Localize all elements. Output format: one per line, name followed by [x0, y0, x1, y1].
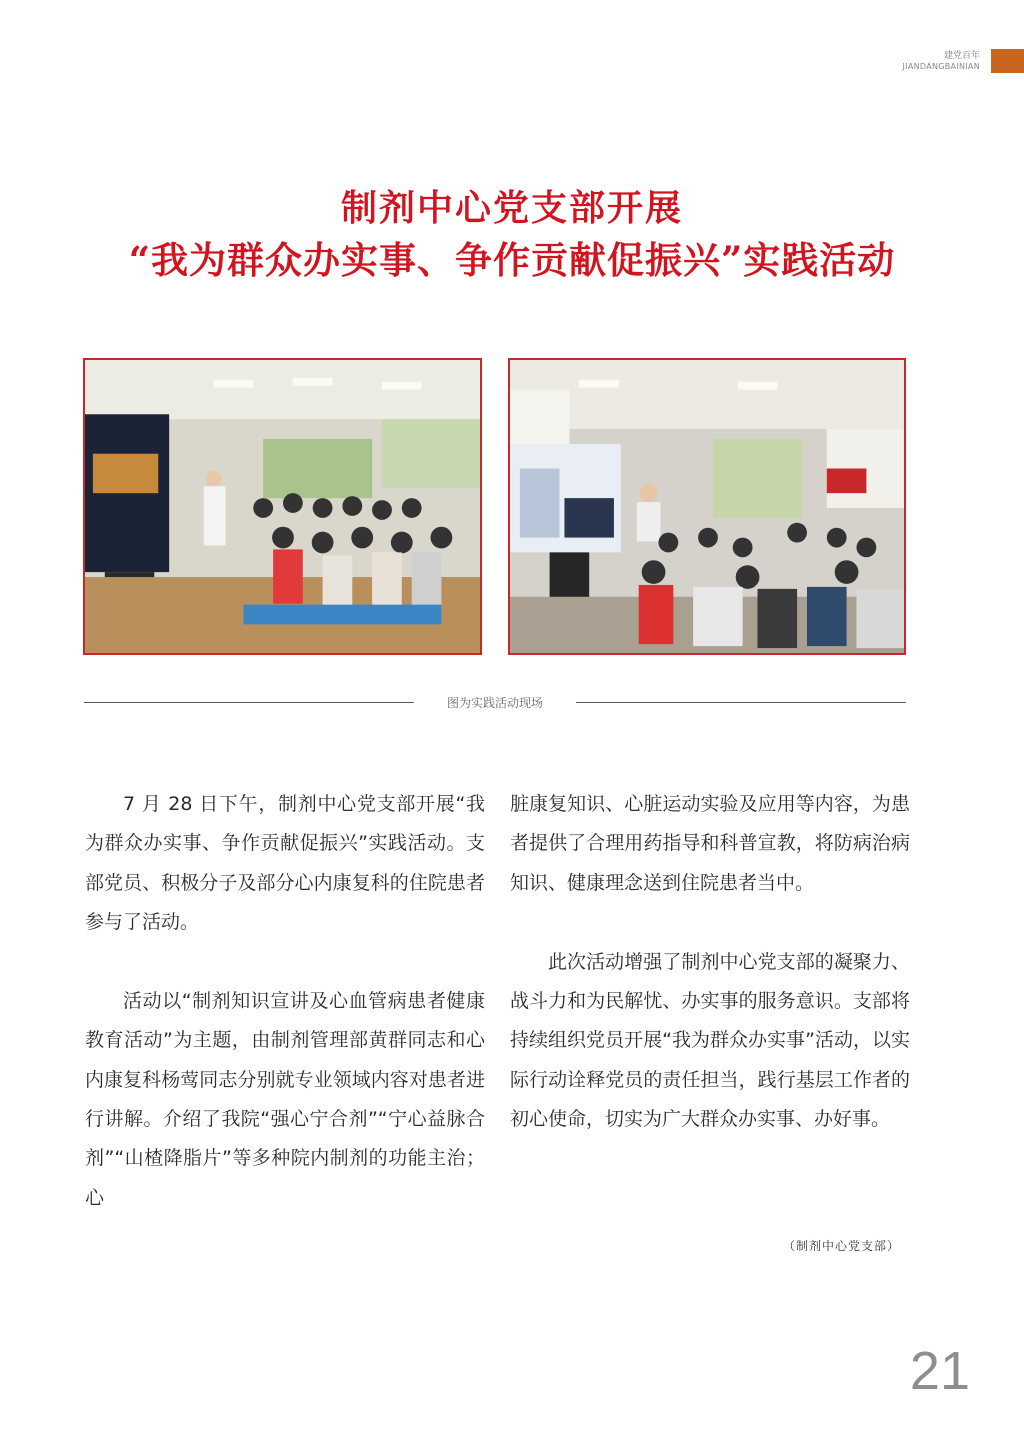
page-number: 21	[909, 1341, 970, 1401]
photo-caption: 图为实践活动现场	[446, 696, 543, 710]
article-title-line1: 制剂中心党支部开展	[340, 187, 683, 229]
paragraph: 7 月 28 日下午，制剂中心党支部开展“我为群众办实事、争作贡献促振兴”实践活动。支部党员、积极分子及部分心内康复科的住院患者参与了活动。	[85, 793, 485, 933]
lecture-photo	[83, 358, 482, 655]
article-column-right	[510, 785, 910, 1139]
lecture-photo-icon	[85, 360, 480, 653]
paragraph: 活动以“制剂知识宣讲及心血管病患者健康教育活动”为主题，由制剂管理部黄群同志和心内康复科杨莺同志分别就专业领域内容对患者进行讲解。介绍了我院“强心宁合剂”“宁心益脉合剂”“山楂降脂片”等多种院内制剂的功能主治；心	[85, 990, 485, 1209]
caption-rule-left	[84, 702, 414, 703]
paragraph: 此次活动增强了制剂中心党支部的凝聚力、战斗力和为民解忧、办实事的服务意识。支部将持续组织党员开展“我为群众办实事”活动，以实际行动诠释党员的责任担当，践行基层工作者的初心使命，切实为广大群众办实事、办好事。	[510, 950, 910, 1131]
section-title-en: JIANDANGBAINIAN	[902, 62, 980, 71]
presentation-photo-icon	[510, 360, 904, 653]
section-title-cn: 建党百年	[943, 51, 980, 61]
article-signature: （制剂中心党支部）	[782, 1239, 900, 1253]
caption-rule-right	[576, 702, 906, 703]
article-title-line2: “我为群众办实事、争作贡献促振兴”实践活动	[128, 238, 896, 282]
article-column-left	[85, 785, 485, 1218]
presentation-photo	[508, 358, 906, 655]
header-accent-bar	[991, 49, 1024, 73]
paragraph: 脏康复知识、心脏运动实验及应用等内容，为患者提供了合理用药指导和科普宣教，将防病治病知识、健康理念送到住院患者当中。	[510, 793, 910, 894]
